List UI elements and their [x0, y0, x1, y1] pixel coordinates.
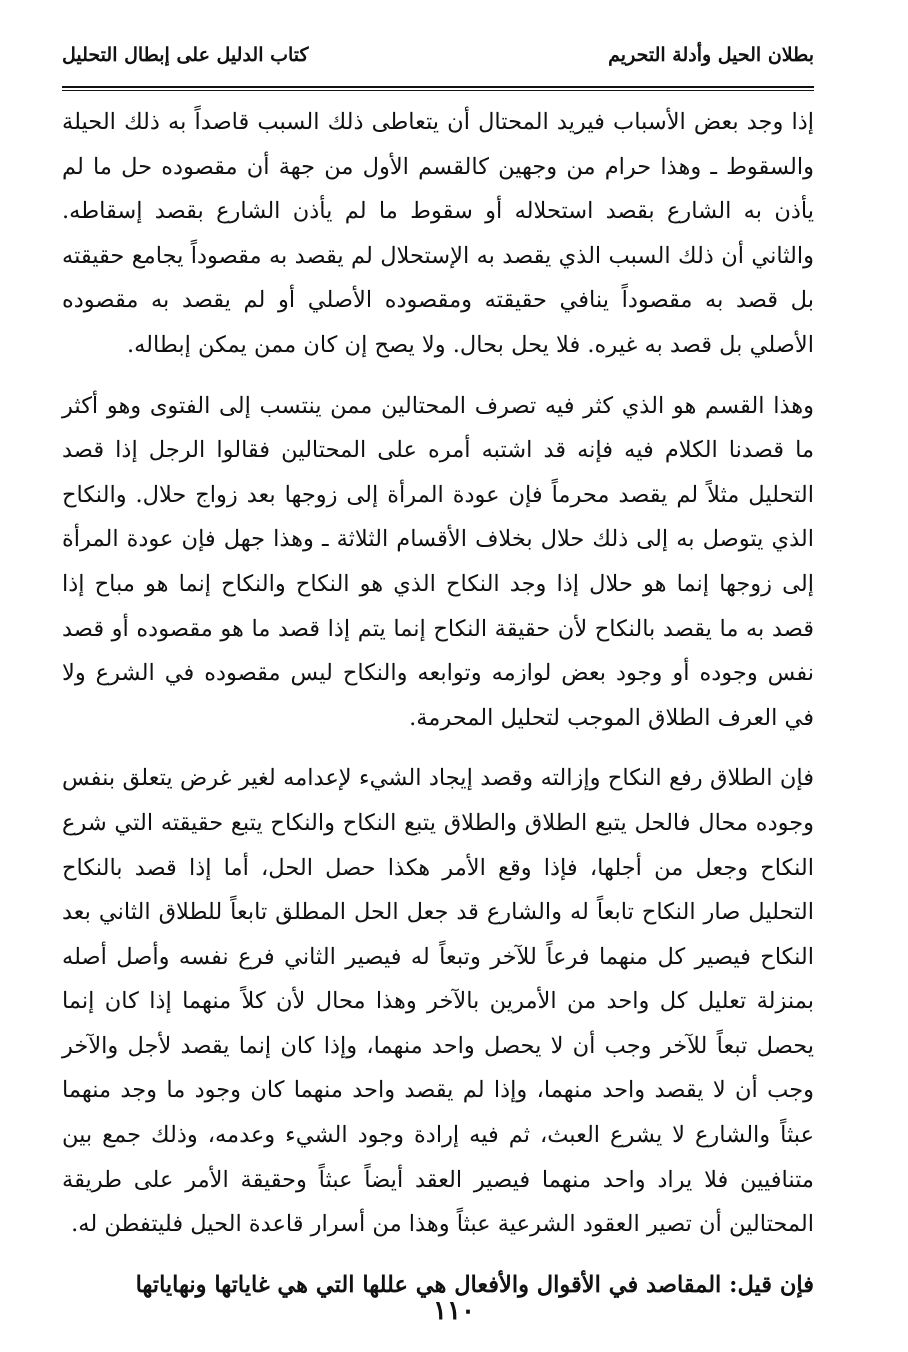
page-number: ١١٠ [433, 1296, 475, 1326]
paragraph-2: وهذا القسم هو الذي كثر فيه تصرف المحتالين ممن ينتسب إلى الفتوى وهو أكثر ما قصدنا الكلام فيه فإنه قد اشتبه أمره على المحتالين فقالوا الرجل إذا قصد التحليل مثلاً لم يقصد محرماً فإن عودة المرأة إلى زوجها بعد زواج حلال. والنكاح الذي يتوصل به إلى ذلك حلال بخلاف الأقسام الثلاثة ـ وهذا جهل فإن عودة المرأة إلى زوجها إنما هو حلال إذا وجد النكاح الذي هو النكاح والنكاح إنما هو مباح إذا قصد به ما يقصد بالنكاح لأن حقيقة النكاح إنما يتم إذا قصد ما هو مقصوده أو قصد نفس وجوده أو وجود بعض لوازمه وتوابعه والنكاح ليس مقصوده في الشرع ولا في العرف الطلاق الموجب لتحليل المحرمة. [62, 392, 814, 731]
header-right-title: بطلان الحيل وأدلة التحريم [608, 44, 814, 66]
header-left-title: كتاب الدليل على إبطال التحليل [62, 44, 309, 66]
running-header [62, 44, 814, 66]
paragraph-4-text: المقاصد في الأقوال والأفعال هي عللها التي هي غاياتها ونهاياتها [135, 1271, 730, 1298]
paragraph-3: فإن الطلاق رفع النكاح وإزالته وقصد إيجاد الشيء لإعدامه لغير غرض يتعلق بنفس وجوده محال فالحل يتبع الطلاق والطلاق يتبع النكاح والنكاح يتبع حقيقته التي شرع النكاح وجعل من أجلها، فإذا وقع الأمر هكذا حصل الحل، أما إذا قصد بالنكاح التحليل صار النكاح تابعاً له والشارع قد جعل الحل المطلق تابعاً للطلاق الثاني بعد النكاح فيصير كل منهما فرعاً للآخر وتبعاً له فيصير الثاني فرع نفسه وأصل أصله بمنزلة تعليل كل واحد من الأمرين بالآخر وهذا محال لأن كلاً منهما إذا كان إنما يحصل تبعاً للآخر وجب أن لا يحصل واحد منهما، وإذا كان إنما يقصد لأجل والآخر وجب أن لا يقصد واحد منهما، وإذا لم يقصد واحد منهما كان وجود ما وجد منهما عبثاً والشارع لا يشرع العبث، ثم فيه إرادة وجود الشيء وعدمه، وذلك جمع بين متنافيين فلا يراد واحد منهما فيصير العقد أيضاً عبثاً وحقيقة الأمر على طريقة المحتالين أن تصير العقود الشرعية عبثاً وهذا من أسرار قاعدة الحيل فليتفطن له. [62, 765, 814, 1238]
paragraph-1: إذا وجد بعض الأسباب فيريد المحتال أن يتعاطى ذلك السبب قاصداً به ذلك الحيلة والسقوط ـ وهذا حرام من وجهين كالقسم الأول من جهة أن مقصوده حل ما لم يأذن به الشارع بقصد استحلاله أو سقوط ما لم يأذن الشارع بقصد إسقاطه. والثاني أن ذلك السبب الذي يقصد به الإستحلال لم يقصد به مقصوداً يجامع حقيقته بل قصد به مقصوداً ينافي حقيقته ومقصوده الأصلي أو لم يقصد به مقصوده الأصلي بل قصد به غيره. فلا يحل بحال. ولا يصح إن كان ممن يمكن إبطاله. [62, 109, 814, 358]
header-rule [62, 86, 814, 91]
paragraph-4-lead: فإن قيل: [729, 1271, 814, 1298]
body-text [62, 100, 814, 1323]
